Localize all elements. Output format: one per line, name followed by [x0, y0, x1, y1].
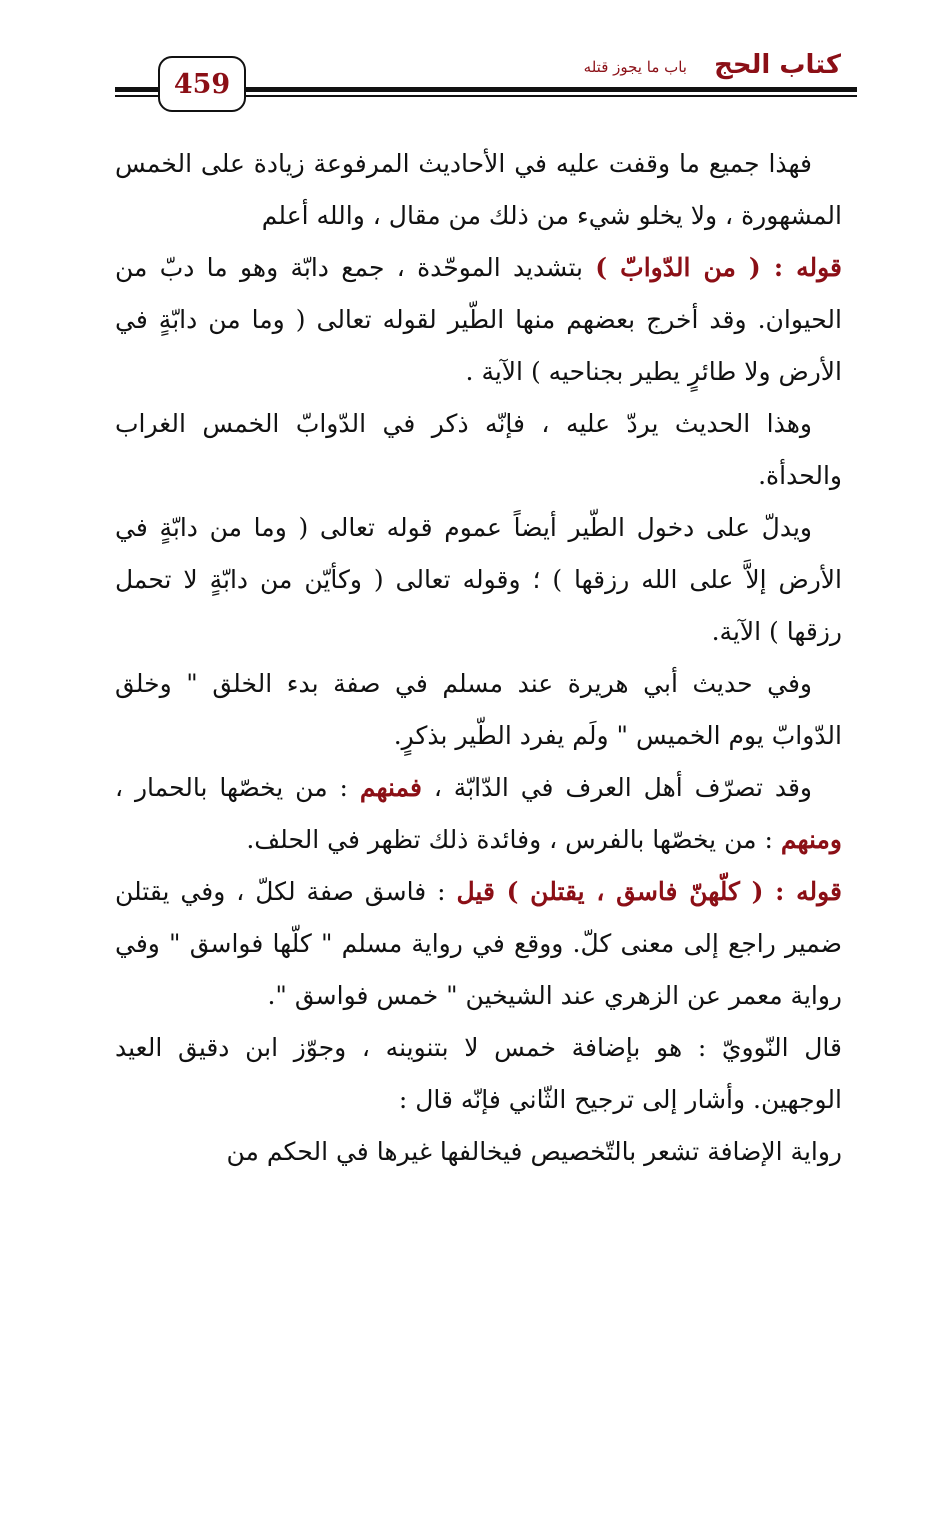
highlight-term: فمنهم [359, 773, 422, 802]
paragraph [115, 502, 842, 658]
paragraph [115, 242, 842, 398]
paragraph [115, 1022, 842, 1126]
commentary-lemma: قوله : ( من الدّوابّ ) [595, 253, 842, 282]
paragraph-text: قال النّوويّ : هو بإضافة خمس لا بتنوينه ، وجوّز ابن دقيق العيد الوجهين. وأشار إلى ترجيح الثّاني فإنّه قال : [115, 1033, 842, 1114]
paragraph-text: ويدلّ على دخول الطّير أيضاً عموم قوله تعالى ( وما من دابّةٍ في الأرض إلاَّ على الله رزقها ) ؛ وقوله تعالى ( وكأيّن من دابّةٍ لا تحمل رزقها ) الآية. [115, 513, 842, 646]
paragraph-text: وفي حديث أبي هريرة عند مسلم في صفة بدء الخلق " وخلق الدّوابّ يوم الخميس " ولَم يفرد الطّير بذكرٍ. [115, 669, 842, 750]
paragraph-text: : من يخصّها بالحمار ، [115, 773, 360, 802]
paragraph [115, 138, 842, 242]
commentary-lemma: قوله : ( كلّهنّ فاسق ، يقتلن ) قيل [456, 877, 843, 906]
paragraph-text: وهذا الحديث يردّ عليه ، فإنّه ذكر في الدّوابّ الخمس الغراب والحدأة. [115, 409, 842, 490]
paragraph-text: فهذا جميع ما وقفت عليه في الأحاديث المرفوعة زيادة على الخمس المشهورة ، ولا يخلو شيء من ذلك من مقال ، والله أعلم [115, 149, 842, 230]
page-header [0, 0, 945, 110]
chapter-title: باب ما يجوز قتله [583, 58, 687, 76]
paragraph [115, 658, 842, 762]
paragraph [115, 398, 842, 502]
paragraph [115, 1126, 842, 1178]
paragraph-text: : من يخصّها بالفرس ، وفائدة ذلك تظهر في الحلف. [246, 825, 781, 854]
paragraph-text: وقد تصرّف أهل العرف في الدّابّة ، [421, 773, 812, 802]
page-body [115, 138, 842, 1178]
paragraph [115, 762, 842, 866]
highlight-term: ومنهم [780, 825, 842, 854]
paragraph-text: بتشديد الموحّدة ، جمع دابّة وهو ما دبّ من الحيوان. وقد أخرج بعضهم منها الطّير لقوله تعالى ( وما من دابّةٍ في الأرض ولا طائرٍ يطير بجناحيه ) الآية . [115, 253, 842, 386]
page-number-badge [158, 56, 246, 112]
book-title: كتاب الحج [714, 50, 841, 80]
paragraph-text: : فاسق صفة لكلّ ، وفي يقتلن ضمير راجع إلى معنى كلّ. ووقع في رواية مسلم " كلّها فواسق " وفي رواية معمر عن الزهري عند الشيخين " خمس فواسق ". [115, 877, 842, 1010]
page-number: 459 [173, 68, 231, 100]
paragraph [115, 866, 842, 1022]
paragraph-text: رواية الإضافة تشعر بالتّخصيص فيخالفها غيرها في الحكم من [226, 1137, 842, 1166]
